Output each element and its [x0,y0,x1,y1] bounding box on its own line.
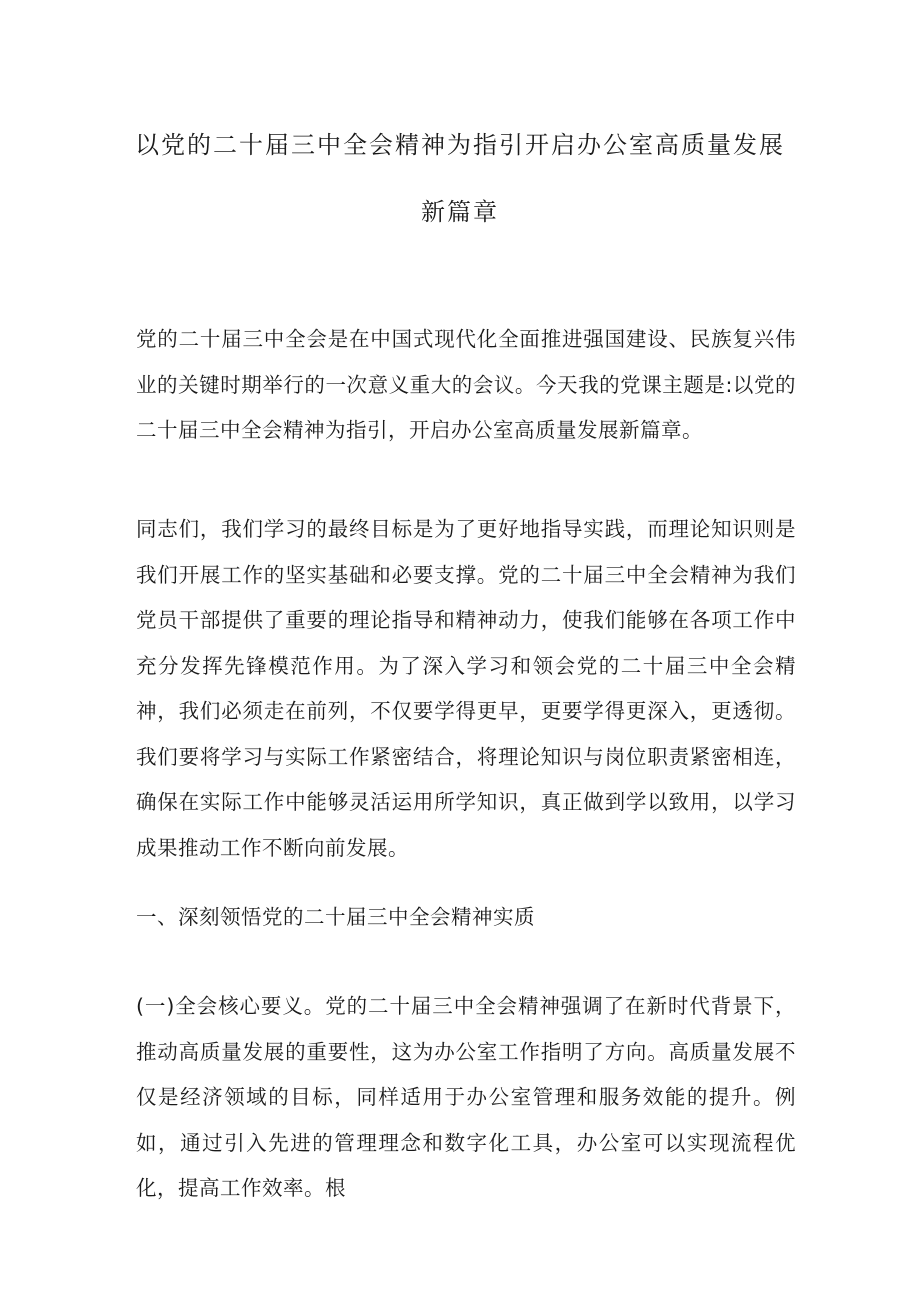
paragraph-core-essence: (一)全会核心要义。党的二十届三中全会精神强调了在新时代背景下，推动高质量发展的重要性，这为办公室工作指明了方向。高质量发展不仅是经济领域的目标，同样适用于办公室管理和服务效能的提升。例如，通过引入先进的管理理念和数字化工具，办公室可以实现流程优化，提高工作效率。根 [136,994,796,1200]
document-title-line-1: 以党的二十届三中全会精神为指引开启办公室高质量发展 [135,131,785,159]
document-title-line-2: 新篇章 [421,198,499,226]
section-heading: 一、深刻领悟党的二十届三中全会精神实质 [136,905,535,929]
paragraph-intro: 党的二十届三中全会是在中国式现代化全面推进强国建设、民族复兴伟业的关键时期举行的一次意义重大的会议。今天我的党课主题是:以党的二十届三中全会精神为指引，开启办公室高质量发展新篇章。 [136,327,796,442]
paragraph-study-goal: 同志们，我们学习的最终目标是为了更好地指导实践，而理论知识则是我们开展工作的坚实基础和必要支撑。党的二十届三中全会精神为我们党员干部提供了重要的理论指导和精神动力，使我们能够在各项工作中充分发挥先锋模范作用。为了深入学习和领会党的二十届三中全会精神，我们必须走在前列，不仅要学得更早，更要学得更深入，更透彻。我们要将学习与实际工作紧密结合，将理论知识与岗位职责紧密相连，确保在实际工作中能够灵活运用所学知识，真正做到学以致用，以学习成果推动工作不断向前发展。 [136,517,796,860]
